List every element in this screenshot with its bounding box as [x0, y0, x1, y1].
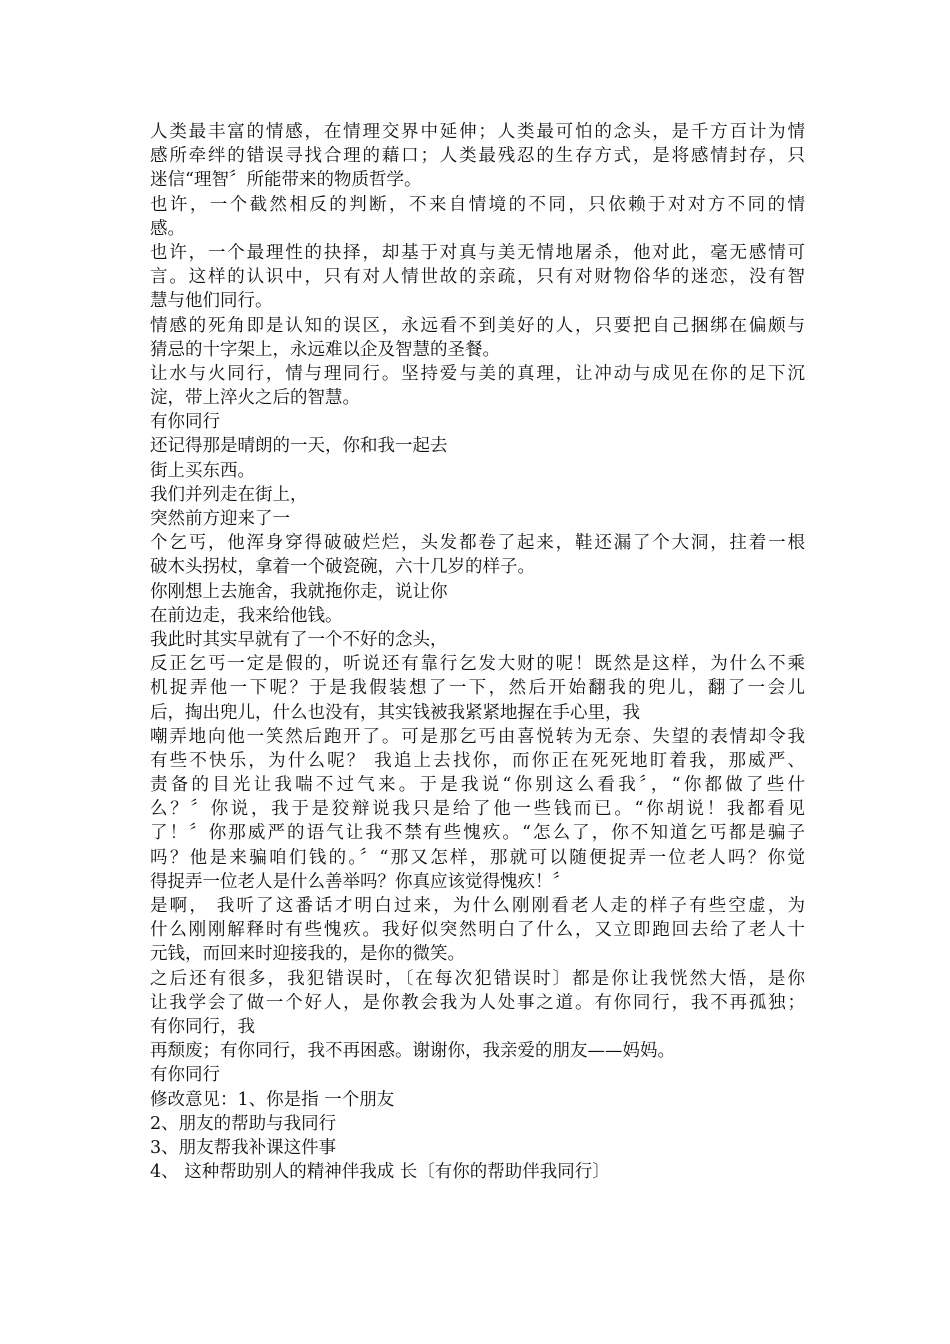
text-line: 机捉弄他一下呢？于是我假装想了一下，然后开始翻我的兜儿，翻了一会儿: [150, 678, 805, 699]
revision-note: 4、 这种帮助别人的精神伴我成 长〔有你的帮助伴我同行〕: [150, 1162, 610, 1183]
text-line: 元钱，而回来时迎接我的，是你的微笑。: [150, 944, 465, 965]
text-line: 言。这样的认识中，只有对人情世故的亲疏，只有对财物俗华的迷恋，没有智: [150, 267, 805, 288]
text-line: 也许，一个最理性的抉择，却基于对真与美无情地屠杀，他对此，毫无感情可: [150, 242, 805, 263]
text-line: 个乞丐，他浑身穿得破破烂烂，头发都卷了起来，鞋还漏了个大洞，拄着一根: [150, 533, 805, 554]
text-line: 我此时其实早就有了一个不好的念头，: [150, 629, 448, 650]
text-line: 慧与他们同行。: [150, 291, 273, 312]
text-line: 情感的死角即是认知的误区，永远看不到美好的人，只要把自己捆绑在偏颇与: [150, 315, 805, 336]
text-line: 什么刚刚解释时有些愧疚。我好似突然明白了什么，又立即跑回去给了老人十: [150, 920, 805, 941]
text-line: 我们并列走在街上，: [150, 484, 308, 505]
text-line: 是啊， 我听了这番话才明白过来，为什么刚刚看老人走的样子有些空虚，为: [150, 896, 805, 916]
text-line: 迷信“理智〞所能带来的物质哲学。: [150, 170, 422, 191]
revision-note: 修改意见：1、你是指 一个朋友: [150, 1089, 395, 1110]
text-line: 感所牵绊的错误寻找合理的藉口；人类最残忍的生存方式，是将感情封存，只: [150, 146, 805, 167]
text-line: 后，掏出兜儿，什么也没有，其实钱被我紧紧地握在手心里，我: [150, 702, 640, 723]
text-line: 街上买东西。: [150, 460, 255, 481]
text-line: 也许，一个截然相反的判断，不来自情境的不同，只依赖于对对方不同的情: [150, 194, 805, 215]
text-line: 再颓废；有你同行，我不再困惑。谢谢你，我亲爱的朋友——妈妈。: [150, 1041, 675, 1062]
text-line: 在前边走，我来给他钱。: [150, 605, 343, 626]
revision-note: 3、朋友帮我补课这件事: [150, 1137, 337, 1158]
section-heading: 有你同行: [150, 1065, 220, 1086]
text-line: 有些不快乐，为什么呢？ 我追上去找你，而你正在死死地盯着我，那威严、: [150, 750, 805, 771]
text-line: 淀，带上淬火之后的智慧。: [150, 388, 360, 409]
text-line: 感。: [150, 218, 185, 239]
text-line: 反正乞丐一定是假的，听说还有靠行乞发大财的呢！既然是这样，为什么不乘: [150, 654, 805, 675]
text-line: 了！〞你那威严的语气让我不禁有些愧疚。“怎么了，你不知道乞丐都是骗子: [150, 823, 805, 844]
document-body: [150, 120, 805, 1184]
text-line: 吗？他是来骗咱们钱的。〞“那又怎样，那就可以随便捉弄一位老人吗？你觉: [150, 847, 805, 868]
revision-note: 2、朋友的帮助与我同行: [150, 1113, 337, 1134]
text-line: 让水与火同行，情与理同行。坚持爱与美的真理，让冲动与成见在你的足下沉: [150, 363, 805, 384]
text-line: 嘲弄地向他一笑然后跑开了。可是那乞丐由喜悦转为无奈、失望的表情却令我: [150, 726, 805, 747]
text-line: 你刚想上去施舍，我就拖你走，说让你: [150, 581, 448, 602]
text-line: 责备的目光让我喘不过气来。于是我说“你别这么看我〞，“你都做了些什: [150, 775, 805, 796]
text-line: 之后还有很多，我犯错误时，〔在每次犯错误时〕都是你让我恍然大悟，是你: [150, 968, 805, 989]
text-line: 还记得那是晴朗的一天，你和我一起去: [150, 436, 448, 457]
text-line: 有你同行，我: [150, 1016, 255, 1037]
text-line: 让我学会了做一个好人，是你教会我为人处事之道。有你同行，我不再孤独；: [150, 992, 805, 1013]
text-line: 猜忌的十字架上，永远难以企及智慧的圣餐。: [150, 339, 500, 360]
text-line: 么？〞你说，我于是狡辩说我只是给了他一些钱而已。“你胡说！我都看见: [150, 799, 805, 820]
section-heading: 有你同行: [150, 412, 220, 433]
text-line: 突然前方迎来了一: [150, 509, 290, 529]
text-line: 人类最丰富的情感，在情理交界中延伸；人类最可怕的念头，是千方百计为情: [150, 122, 805, 142]
text-line: 得捉弄一位老人是什么善举吗？你真应该觉得愧疚！〞: [150, 871, 570, 892]
text-line: 破木头拐杖，拿着一个破瓷碗，六十几岁的样子。: [150, 557, 535, 578]
